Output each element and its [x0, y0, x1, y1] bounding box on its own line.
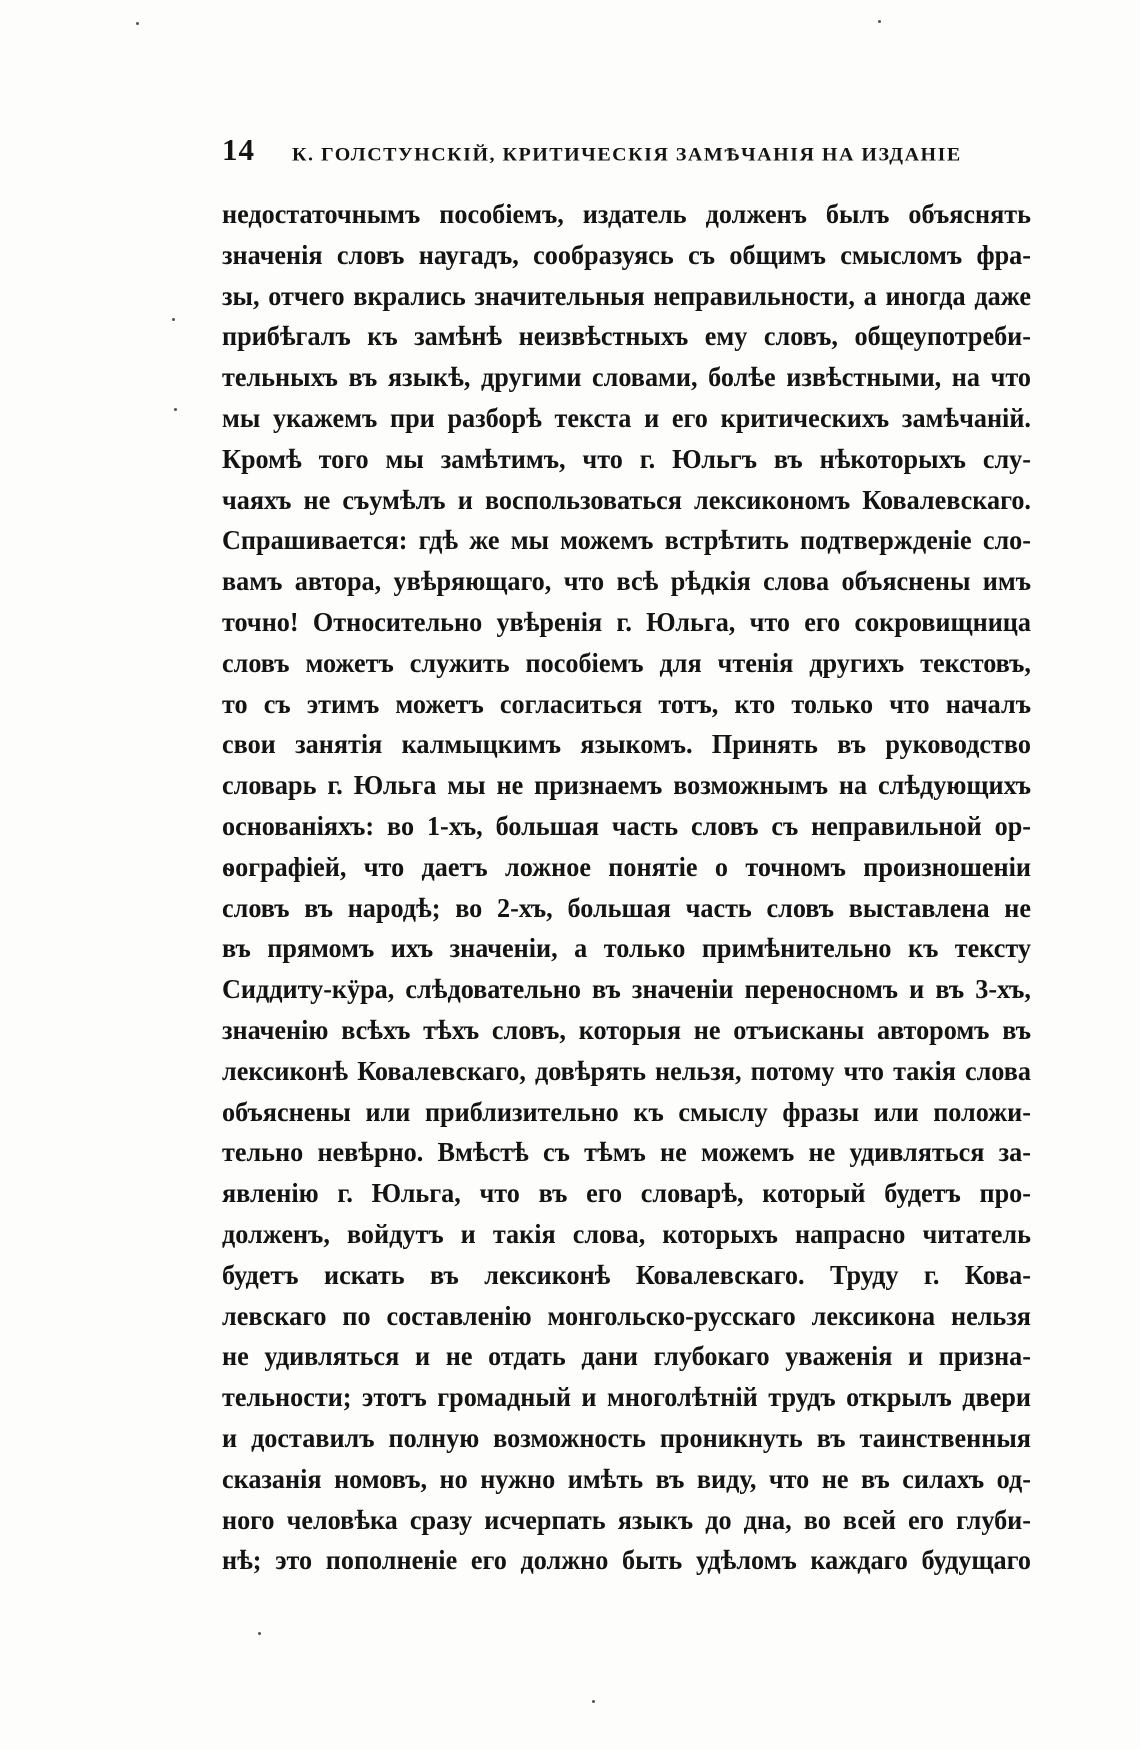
- text-line: вамъ автора, увѣряющаго, что всѣ рѣдкія слова объяснены имъ: [222, 566, 1031, 597]
- scan-speck: [172, 318, 175, 321]
- text-line: основаніяхъ: во 1-хъ, большая часть словъ съ неправильной ор-: [222, 810, 1031, 841]
- text-line: левскаго по составленію монгольско-русскаго лексикона нельзя: [222, 1300, 1031, 1331]
- text-line: ного человѣка сразу исчерпать языкъ до дна, во всей его глуби-: [222, 1504, 1031, 1535]
- text-line: недостаточнымъ пособіемъ, издатель долженъ былъ объяснять: [222, 199, 1031, 229]
- text-line: чаяхъ не съумѣлъ и воспользоваться лексикономъ Ковалевскаго.: [222, 484, 1031, 515]
- text-line: лексиконѣ Ковалевскаго, довѣрять нельзя, потому что такія слова: [222, 1055, 1031, 1086]
- body-text: [222, 194, 1056, 1581]
- text-line: въ прямомъ ихъ значеніи, а только примѣнительно къ тексту: [222, 933, 1031, 964]
- page-number: 14: [222, 132, 255, 167]
- text-line: мы укажемъ при разборѣ текста и его критическихъ замѣчаній.: [222, 402, 1031, 433]
- text-line: явленію г. Юльга, что въ его словарѣ, который будетъ про-: [222, 1178, 1031, 1209]
- scan-speck: [136, 22, 139, 25]
- running-header: [222, 132, 1062, 172]
- text-line: зы, отчего вкрались значительныя неправильности, а иногда даже: [222, 280, 1031, 311]
- text-line: прибѣгалъ къ замѣнѣ неизвѣстныхъ ему словъ, общеупотреби-: [222, 321, 1031, 352]
- text-line: точно! Относительно увѣренія г. Юльга, что его сокровищница: [222, 606, 1031, 637]
- text-line: Кромѣ того мы замѣтимъ, что г. Юльгъ въ нѣкоторыхъ слу-: [222, 443, 1031, 474]
- text-line: нѣ; это пополненіе его должно быть удѣломъ каждаго будущаго: [222, 1545, 1031, 1576]
- text-line: ѳографіей, что даетъ ложное понятіе о точномъ произношеніи: [222, 851, 1031, 882]
- text-line: объяснены или приблизительно къ смыслу фразы или положи-: [222, 1096, 1031, 1127]
- text-line: то съ этимъ можетъ согласиться тотъ, кто только что началъ: [222, 688, 1031, 719]
- scan-speck: [258, 1632, 261, 1635]
- text-line: и доставилъ полную возможность проникнуть въ таинственныя: [222, 1422, 1031, 1453]
- text-line: значенія словъ наугадъ, сообразуясь съ общимъ смысломъ фра-: [222, 239, 1031, 270]
- text-line: тельно невѣрно. Вмѣстѣ съ тѣмъ не можемъ не удивляться за-: [222, 1137, 1031, 1168]
- text-line: свои занятія калмыцкимъ языкомъ. Принять въ руководство: [222, 729, 1031, 760]
- text-line: сказанія номовъ, но нужно имѣть въ виду, что не въ силахъ од-: [222, 1463, 1031, 1494]
- text-line: долженъ, войдутъ и такія слова, которыхъ напрасно читатель: [222, 1218, 1031, 1249]
- scan-speck: [878, 20, 881, 23]
- text-line: словъ можетъ служить пособіемъ для чтенія другихъ текстовъ,: [222, 647, 1031, 678]
- scan-speck: [174, 408, 177, 411]
- text-line: тельности; этотъ громадный и многолѣтній трудъ открылъ двери: [222, 1382, 1031, 1413]
- text-line: Спрашивается: гдѣ же мы можемъ встрѣтить подтвержденіе сло-: [222, 525, 1031, 556]
- text-line: не удивляться и не отдать дани глубокаго уваженія и призна-: [222, 1341, 1031, 1372]
- running-title: К. ГОЛСТУНСКІЙ, КРИТИЧЕСКІЯ ЗАМѢЧАНІЯ НА ИЗДАНІЕ: [292, 144, 962, 166]
- text-line: словъ въ народѣ; во 2-хъ, большая часть словъ выставлена не: [222, 892, 1031, 923]
- text-line: будетъ искать въ лексиконѣ Ковалевскаго. Труду г. Кова-: [222, 1259, 1031, 1290]
- text-line: тельныхъ въ языкѣ, другими словами, болѣе извѣстными, на что: [222, 362, 1031, 393]
- text-line: словарь г. Юльга мы не признаемъ возможнымъ на слѣдующихъ: [222, 770, 1031, 801]
- scan-speck: [592, 1700, 595, 1703]
- text-line: значенію всѣхъ тѣхъ словъ, которыя не отъисканы авторомъ въ: [222, 1014, 1031, 1045]
- text-line: Сиддиту-кӱра, слѣдовательно въ значеніи переносномъ и въ 3-хъ,: [222, 974, 1031, 1005]
